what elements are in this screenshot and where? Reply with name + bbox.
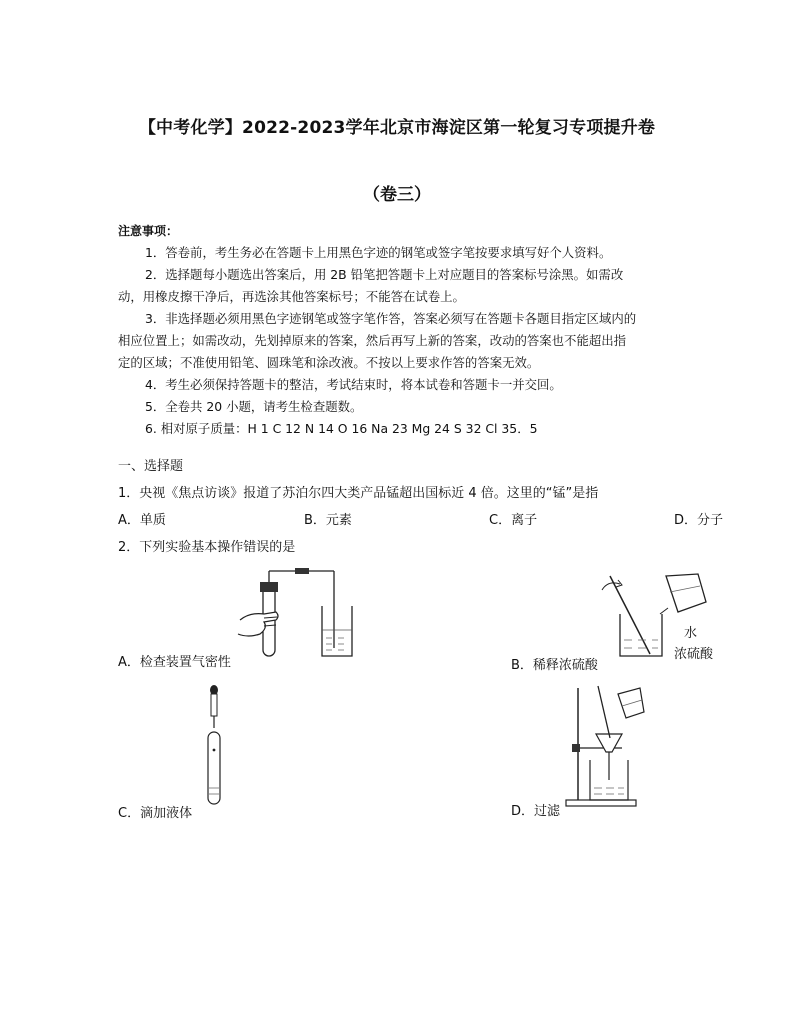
section-title: 一、选择题 bbox=[118, 459, 184, 474]
note-line-6: 定的区域；不准使用铅笔、圆珠笔和涂改液。不按以上要求作答的答案无效。 bbox=[118, 355, 540, 370]
note-line-4: 3．非选择题必须用黑色字迹钢笔或签字笔作答，答案必须写在答题卡各题目指定区域内的 bbox=[145, 311, 637, 326]
figure-airtightness-check bbox=[230, 568, 370, 663]
note-line-7: 4．考生必须保持答题卡的整洁，考试结束时，将本试卷和答题卡一并交回。 bbox=[145, 377, 562, 392]
label-water: 水 bbox=[684, 626, 698, 641]
note-line-9: 6. 相对原子质量：H 1 C 12 N 14 O 16 Na 23 Mg 24 S 32 Cl 35．5 bbox=[145, 421, 538, 436]
notes-heading: 注意事项： bbox=[118, 224, 179, 238]
figure-dropper bbox=[200, 684, 230, 808]
note-line-2: 2．选择题每小题选出答案后，用 2B 铅笔把答题卡上对应题目的答案标号涂黑。如需改 bbox=[145, 267, 624, 282]
question-1-option-b: B．元素 bbox=[304, 513, 352, 528]
figure-filtration bbox=[556, 684, 656, 808]
question-2-option-a: A．检查装置气密性 bbox=[118, 655, 231, 670]
question-2-option-d: D．过滤 bbox=[511, 804, 561, 819]
question-1-option-d: D．分子 bbox=[674, 513, 724, 528]
note-line-1: 1．答卷前，考生务必在答题卡上用黑色字迹的钢笔或签字笔按要求填写好个人资料。 bbox=[145, 245, 612, 260]
note-line-8: 5．全卷共 20 小题，请考生检查题数。 bbox=[145, 399, 363, 414]
question-2-stem: 2．下列实验基本操作错误的是 bbox=[118, 540, 296, 555]
question-2-option-b: B．稀释浓硫酸 bbox=[511, 658, 598, 673]
question-1-option-c: C．离子 bbox=[489, 513, 538, 528]
page-subtitle: （卷三） bbox=[363, 185, 431, 205]
note-line-3: 动，用橡皮擦干净后，再选涂其他答案标号；不能答在试卷上。 bbox=[118, 289, 465, 304]
label-concentrated-acid: 浓硫酸 bbox=[674, 647, 714, 662]
note-line-5: 相应位置上；如需改动，先划掉原来的答案，然后再写上新的答案，改动的答案也不能超出指 bbox=[118, 333, 627, 348]
question-2-option-c: C．滴加液体 bbox=[118, 806, 193, 821]
question-1-option-a: A．单质 bbox=[118, 513, 166, 528]
question-1-stem: 1．央视《焦点访谈》报道了苏泊尔四大类产品锰超出国标近 4 倍。这里的“锰”是指 bbox=[118, 486, 599, 501]
page-title: 【中考化学】2022-2023学年北京市海淀区第一轮复习专项提升卷 bbox=[138, 118, 656, 138]
